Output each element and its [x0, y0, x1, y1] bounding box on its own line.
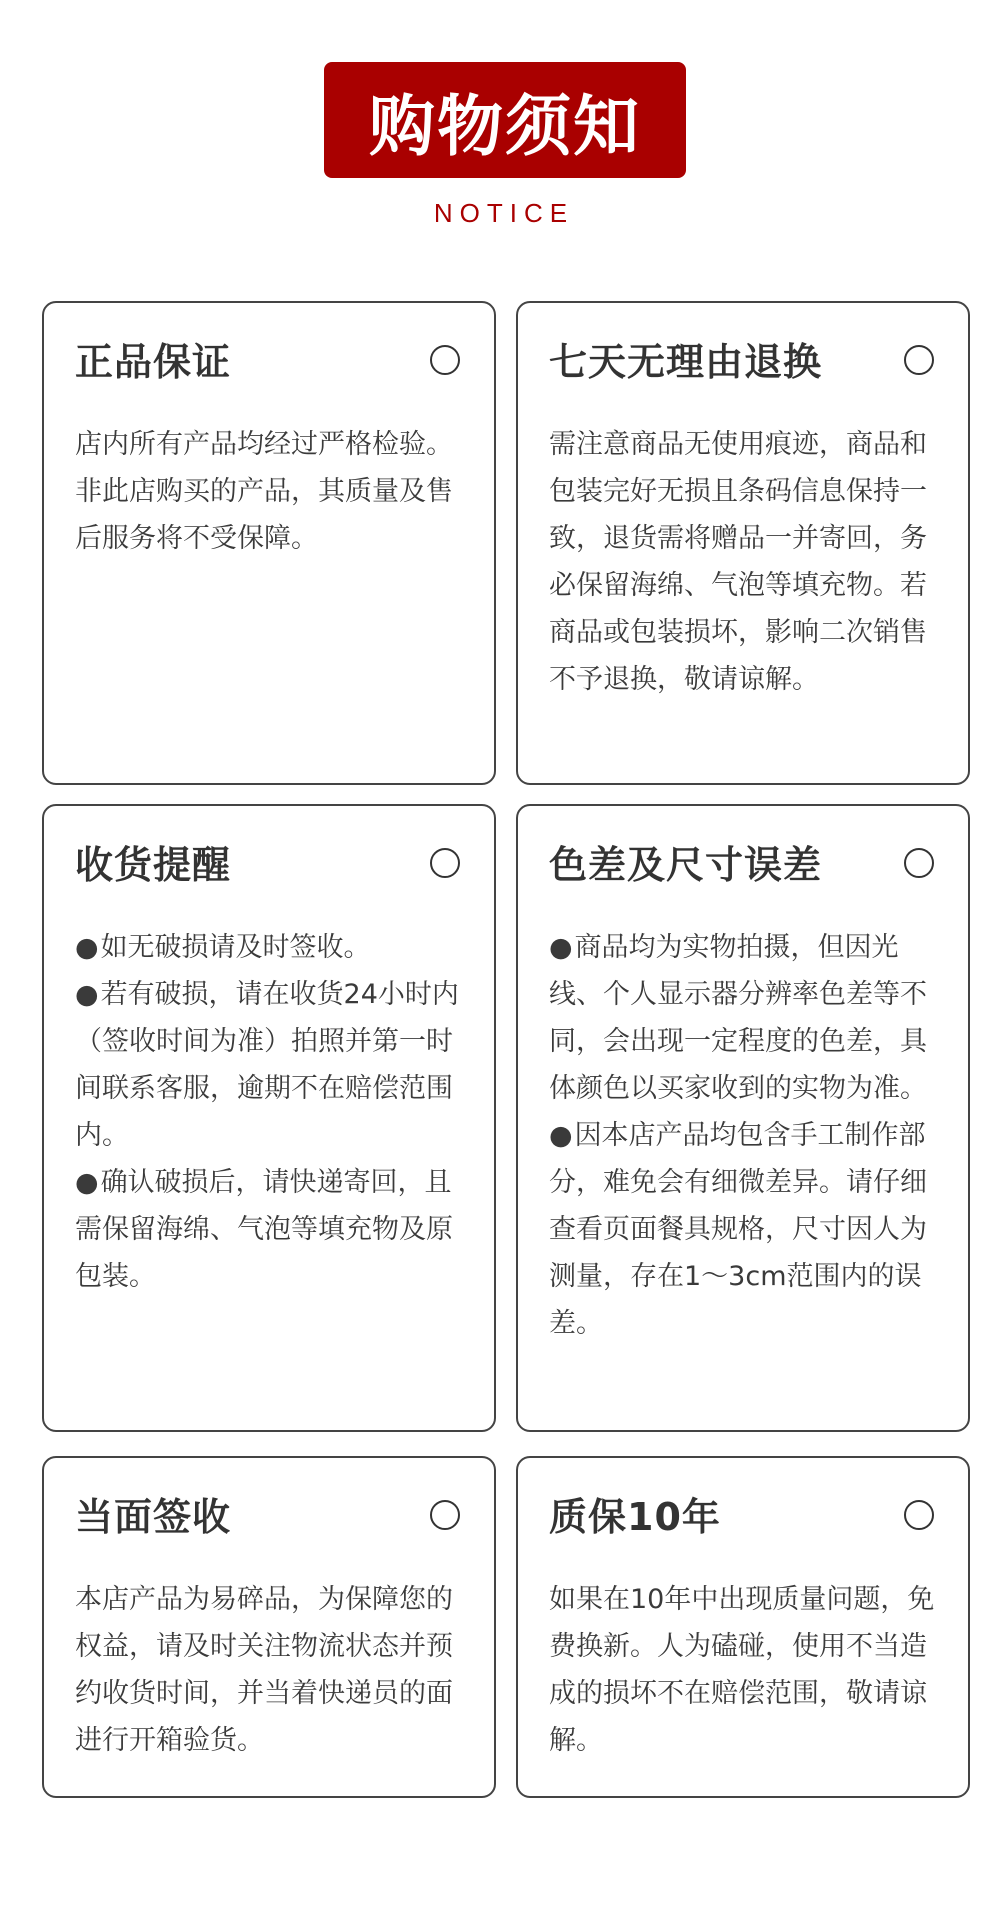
circle-icon — [904, 345, 934, 375]
notice-subtitle: NOTICE — [433, 198, 575, 228]
card-body — [549, 421, 942, 703]
bullet-item: ● 如无破损请及时签收。 — [75, 924, 468, 971]
bullet-item: ● 确认破损后，请快递寄回，且需保留海绵、气泡等填充物及原包装。 — [75, 1159, 468, 1300]
card-title: 收货提醒 — [75, 843, 232, 887]
circle-icon — [430, 1500, 460, 1530]
card-color-size-deviation — [516, 804, 970, 1432]
circle-icon — [430, 848, 460, 878]
card-in-person-signing — [42, 1456, 496, 1798]
card-body — [549, 1576, 942, 1764]
circle-icon — [904, 848, 934, 878]
card-body — [549, 924, 942, 1347]
card-paragraph: 需注意商品无使用痕迹，商品和包装完好无损且条码信息保持一致，退货需将赠品一并寄回，务必保留海绵、气泡等填充物。若商品或包装损坏，影响二次销售不予退换，敬请谅解。 — [549, 429, 927, 695]
page-title: 购物须知 — [369, 87, 641, 165]
card-body — [75, 924, 468, 1300]
card-title: 七天无理由退换 — [549, 340, 823, 384]
circle-icon — [904, 1500, 934, 1530]
card-paragraph: 本店产品为易碎品，为保障您的权益，请及时关注物流状态并预约收货时间，并当着快递员的面进行开箱验货。 — [75, 1584, 453, 1756]
bullet-item: ● 商品均为实物拍摄，但因光线、个人显示器分辨率色差等不同，会出现一定程度的色差，具体颜色以买家收到的实物为准。 — [549, 924, 942, 1112]
card-title: 色差及尺寸误差 — [549, 843, 823, 887]
card-ten-year-warranty — [516, 1456, 970, 1798]
card-seven-day-return — [516, 301, 970, 785]
bullet-item: ● 因本店产品均包含手工制作部分，难免会有细微差异。请仔细查看页面餐具规格，尺寸因人为测量，存在1～3cm范围内的误差。 — [549, 1112, 942, 1347]
card-paragraph: 如果在10年中出现质量问题，免费换新。人为磕碰，使用不当造成的损坏不在赔偿范围，敬请谅解。 — [549, 1584, 935, 1756]
card-body — [75, 421, 468, 562]
card-receipt-reminder — [42, 804, 496, 1432]
card-title: 当面签收 — [75, 1495, 232, 1539]
card-genuine-guarantee — [42, 301, 496, 785]
card-title: 正品保证 — [75, 340, 232, 384]
bullet-item: ● 若有破损，请在收货24小时内（签收时间为准）拍照并第一时间联系客服，逾期不在赔偿范围内。 — [75, 971, 468, 1159]
title-banner — [324, 62, 686, 178]
circle-icon — [430, 345, 460, 375]
card-paragraph: 店内所有产品均经过严格检验。非此店购买的产品，其质量及售后服务将不受保障。 — [75, 429, 453, 554]
card-body — [75, 1576, 468, 1764]
card-title: 质保10年 — [549, 1495, 721, 1539]
